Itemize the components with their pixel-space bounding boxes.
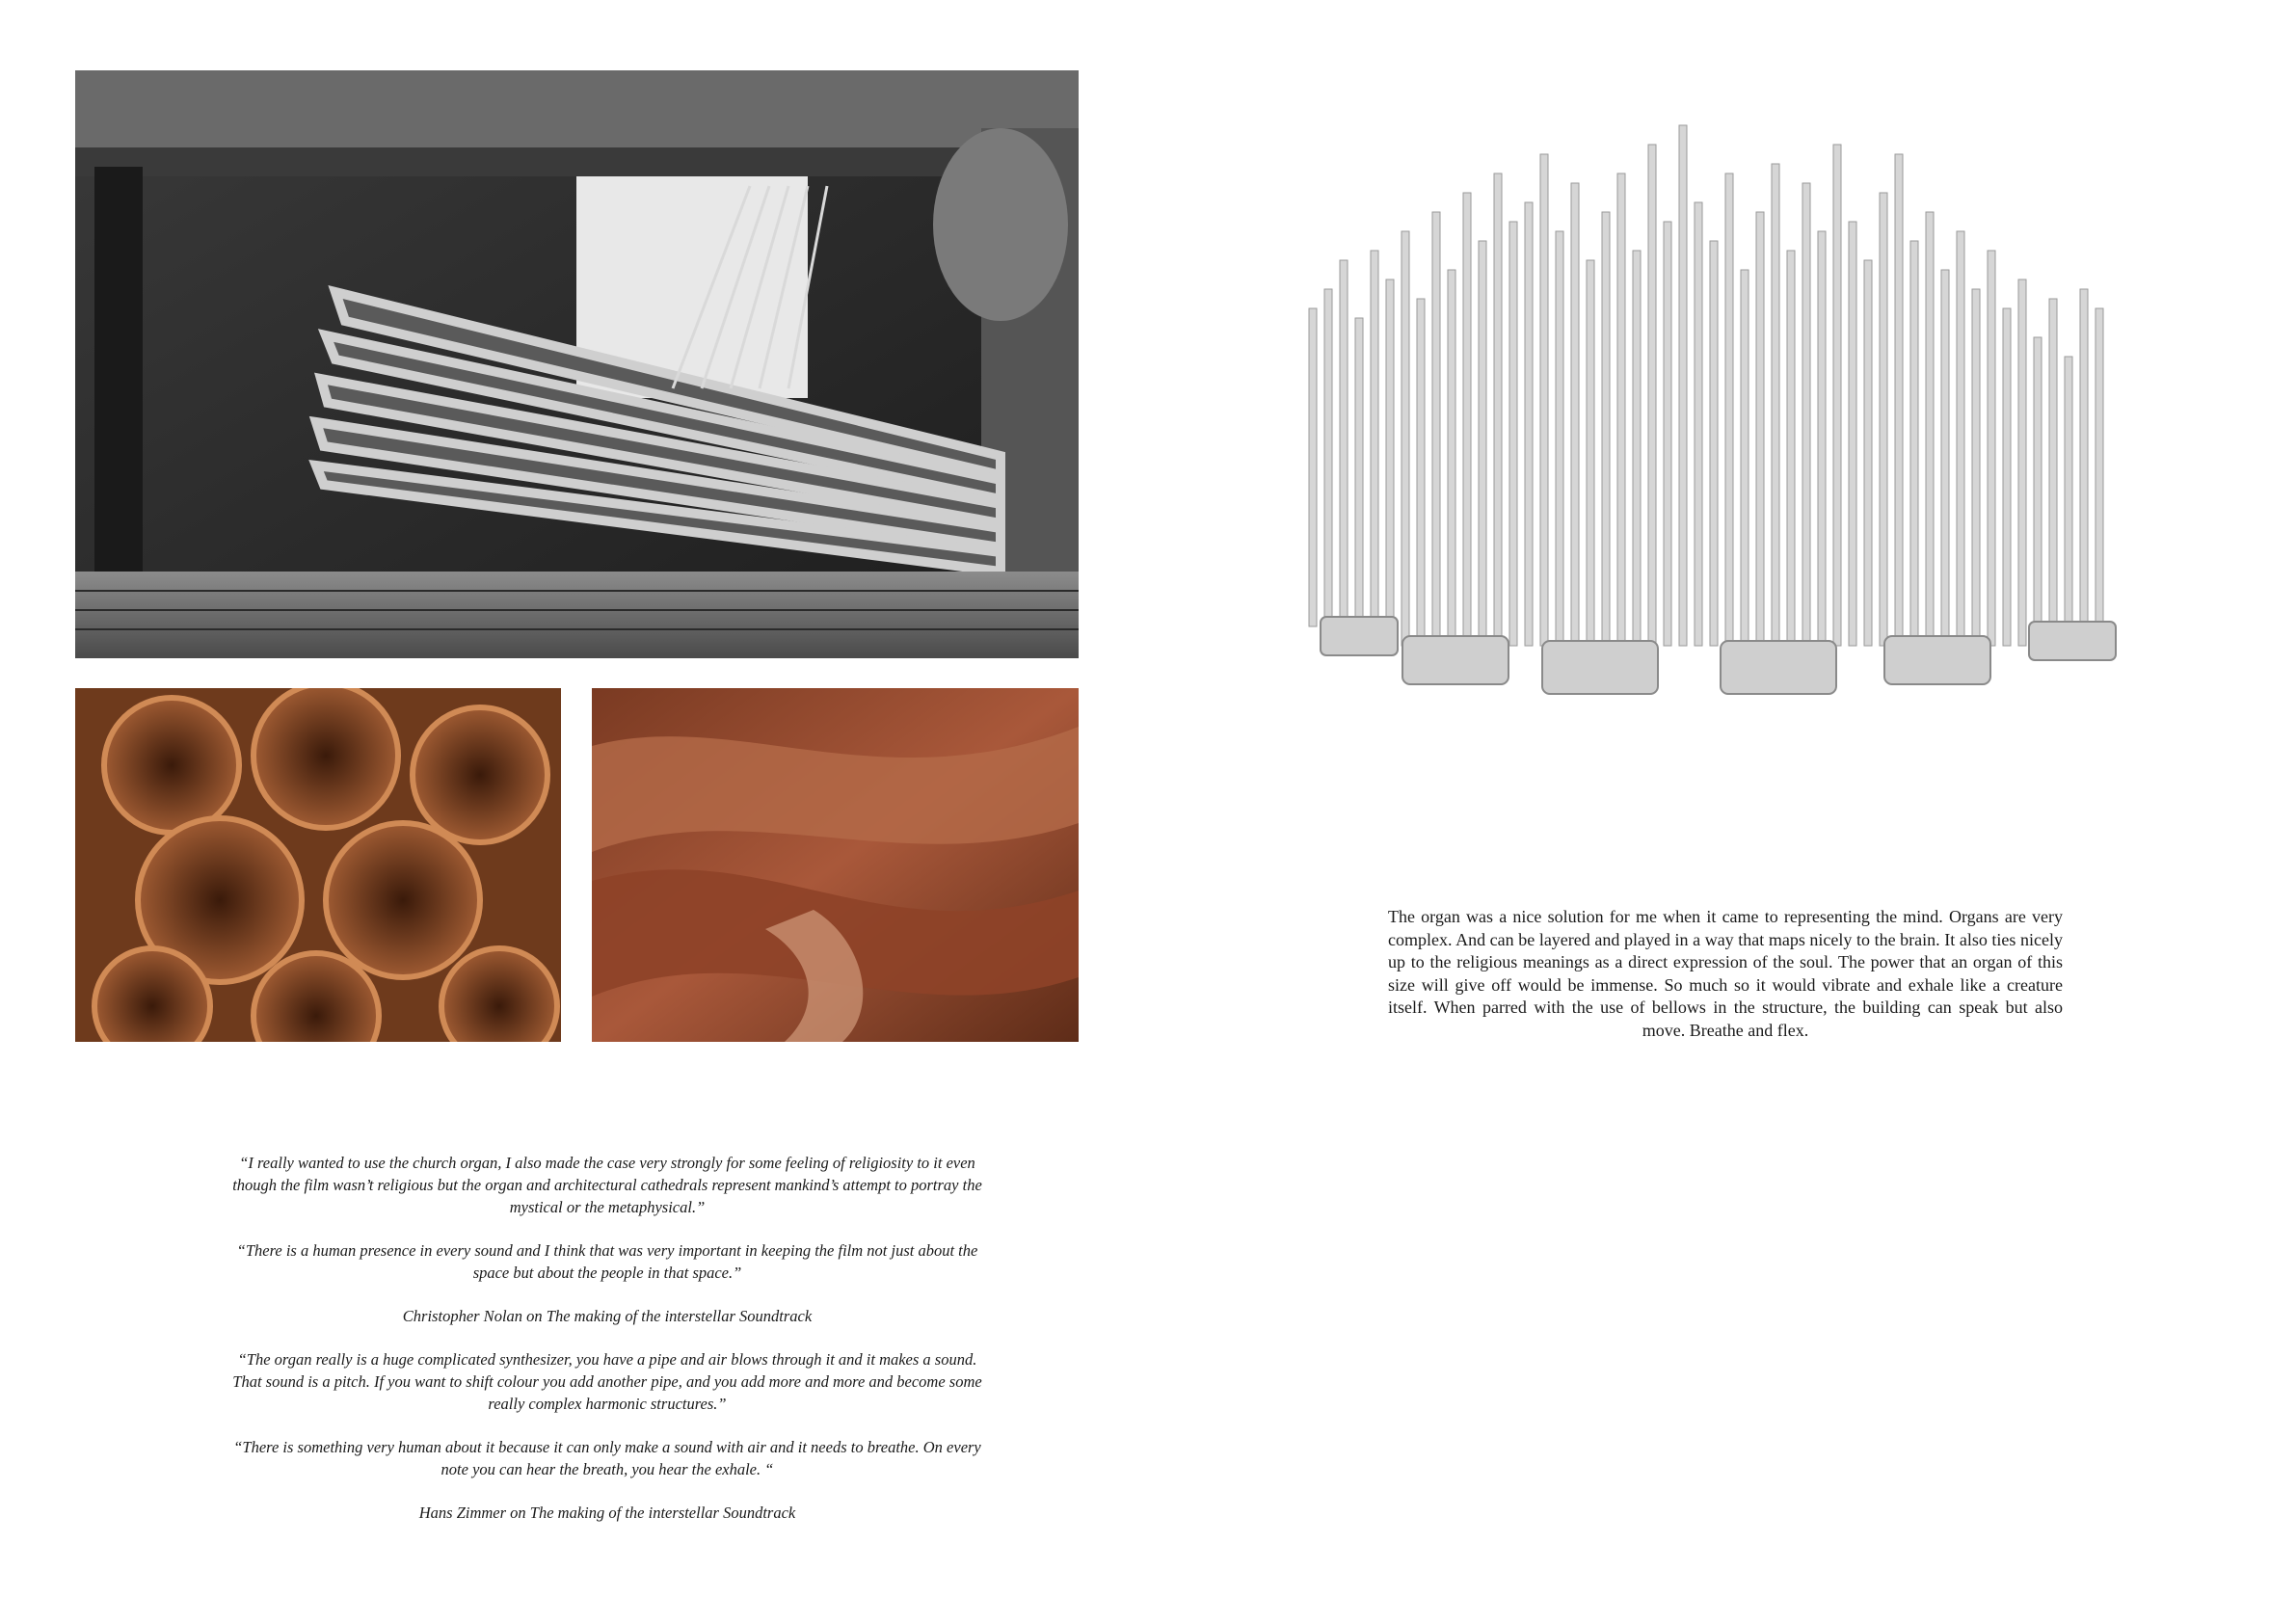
leather-folds-photo xyxy=(592,688,1079,1042)
nolan-attribution: Christopher Nolan on The making of the interstellar Soundtrack xyxy=(402,1307,813,1325)
zimmer-quote-1: “The organ really is a huge complicated synthesizer, you have a pipe and air blows through it and it makes a sound. That sound is a pitch. If you want to shift colour you add another pipe, and you add more and more and become some really complex harmonic structures.” xyxy=(232,1350,982,1413)
nolan-quote-2: “There is a human presence in every sound and I think that was very important in keeping the film not just about the space but about the people in that space.” xyxy=(236,1241,978,1282)
organ-description: The organ was a nice solution for me when it came to representing the mind. Organs are very complex. And can be layered and played in a way that maps nicely to the brain. It also ties nicely up to the religious meanings as a direct expression of the soul. The power that an organ of this size will give off would be immense. So much so it would vibrate and exhale like a creature itself. When parred with the use of bellows in the structure, the building can speak but also move. Breathe and flex. xyxy=(1388,907,2063,1040)
zimmer-attribution: Hans Zimmer on The making of the interstellar Soundtrack xyxy=(418,1503,796,1522)
organ-pipes-render xyxy=(1292,116,2159,713)
zimmer-quote-2: “There is something very human about it because it can only make a sound with air and it needs to breathe. On every note you can hear the breath, you hear the exhale. “ xyxy=(233,1438,981,1478)
nolan-quote-1: “I really wanted to use the church organ, I also made the case very strongly for some feeling of religiosity to it even though the film wasn’t religious but the organ and architectural cathedrals represent mankind’s attempt to portray the mystical or the metaphysical.” xyxy=(232,1154,982,1216)
bellows-photo xyxy=(75,70,1079,658)
leather-rolls-photo xyxy=(75,688,561,1042)
quotes-block xyxy=(222,1152,993,1545)
